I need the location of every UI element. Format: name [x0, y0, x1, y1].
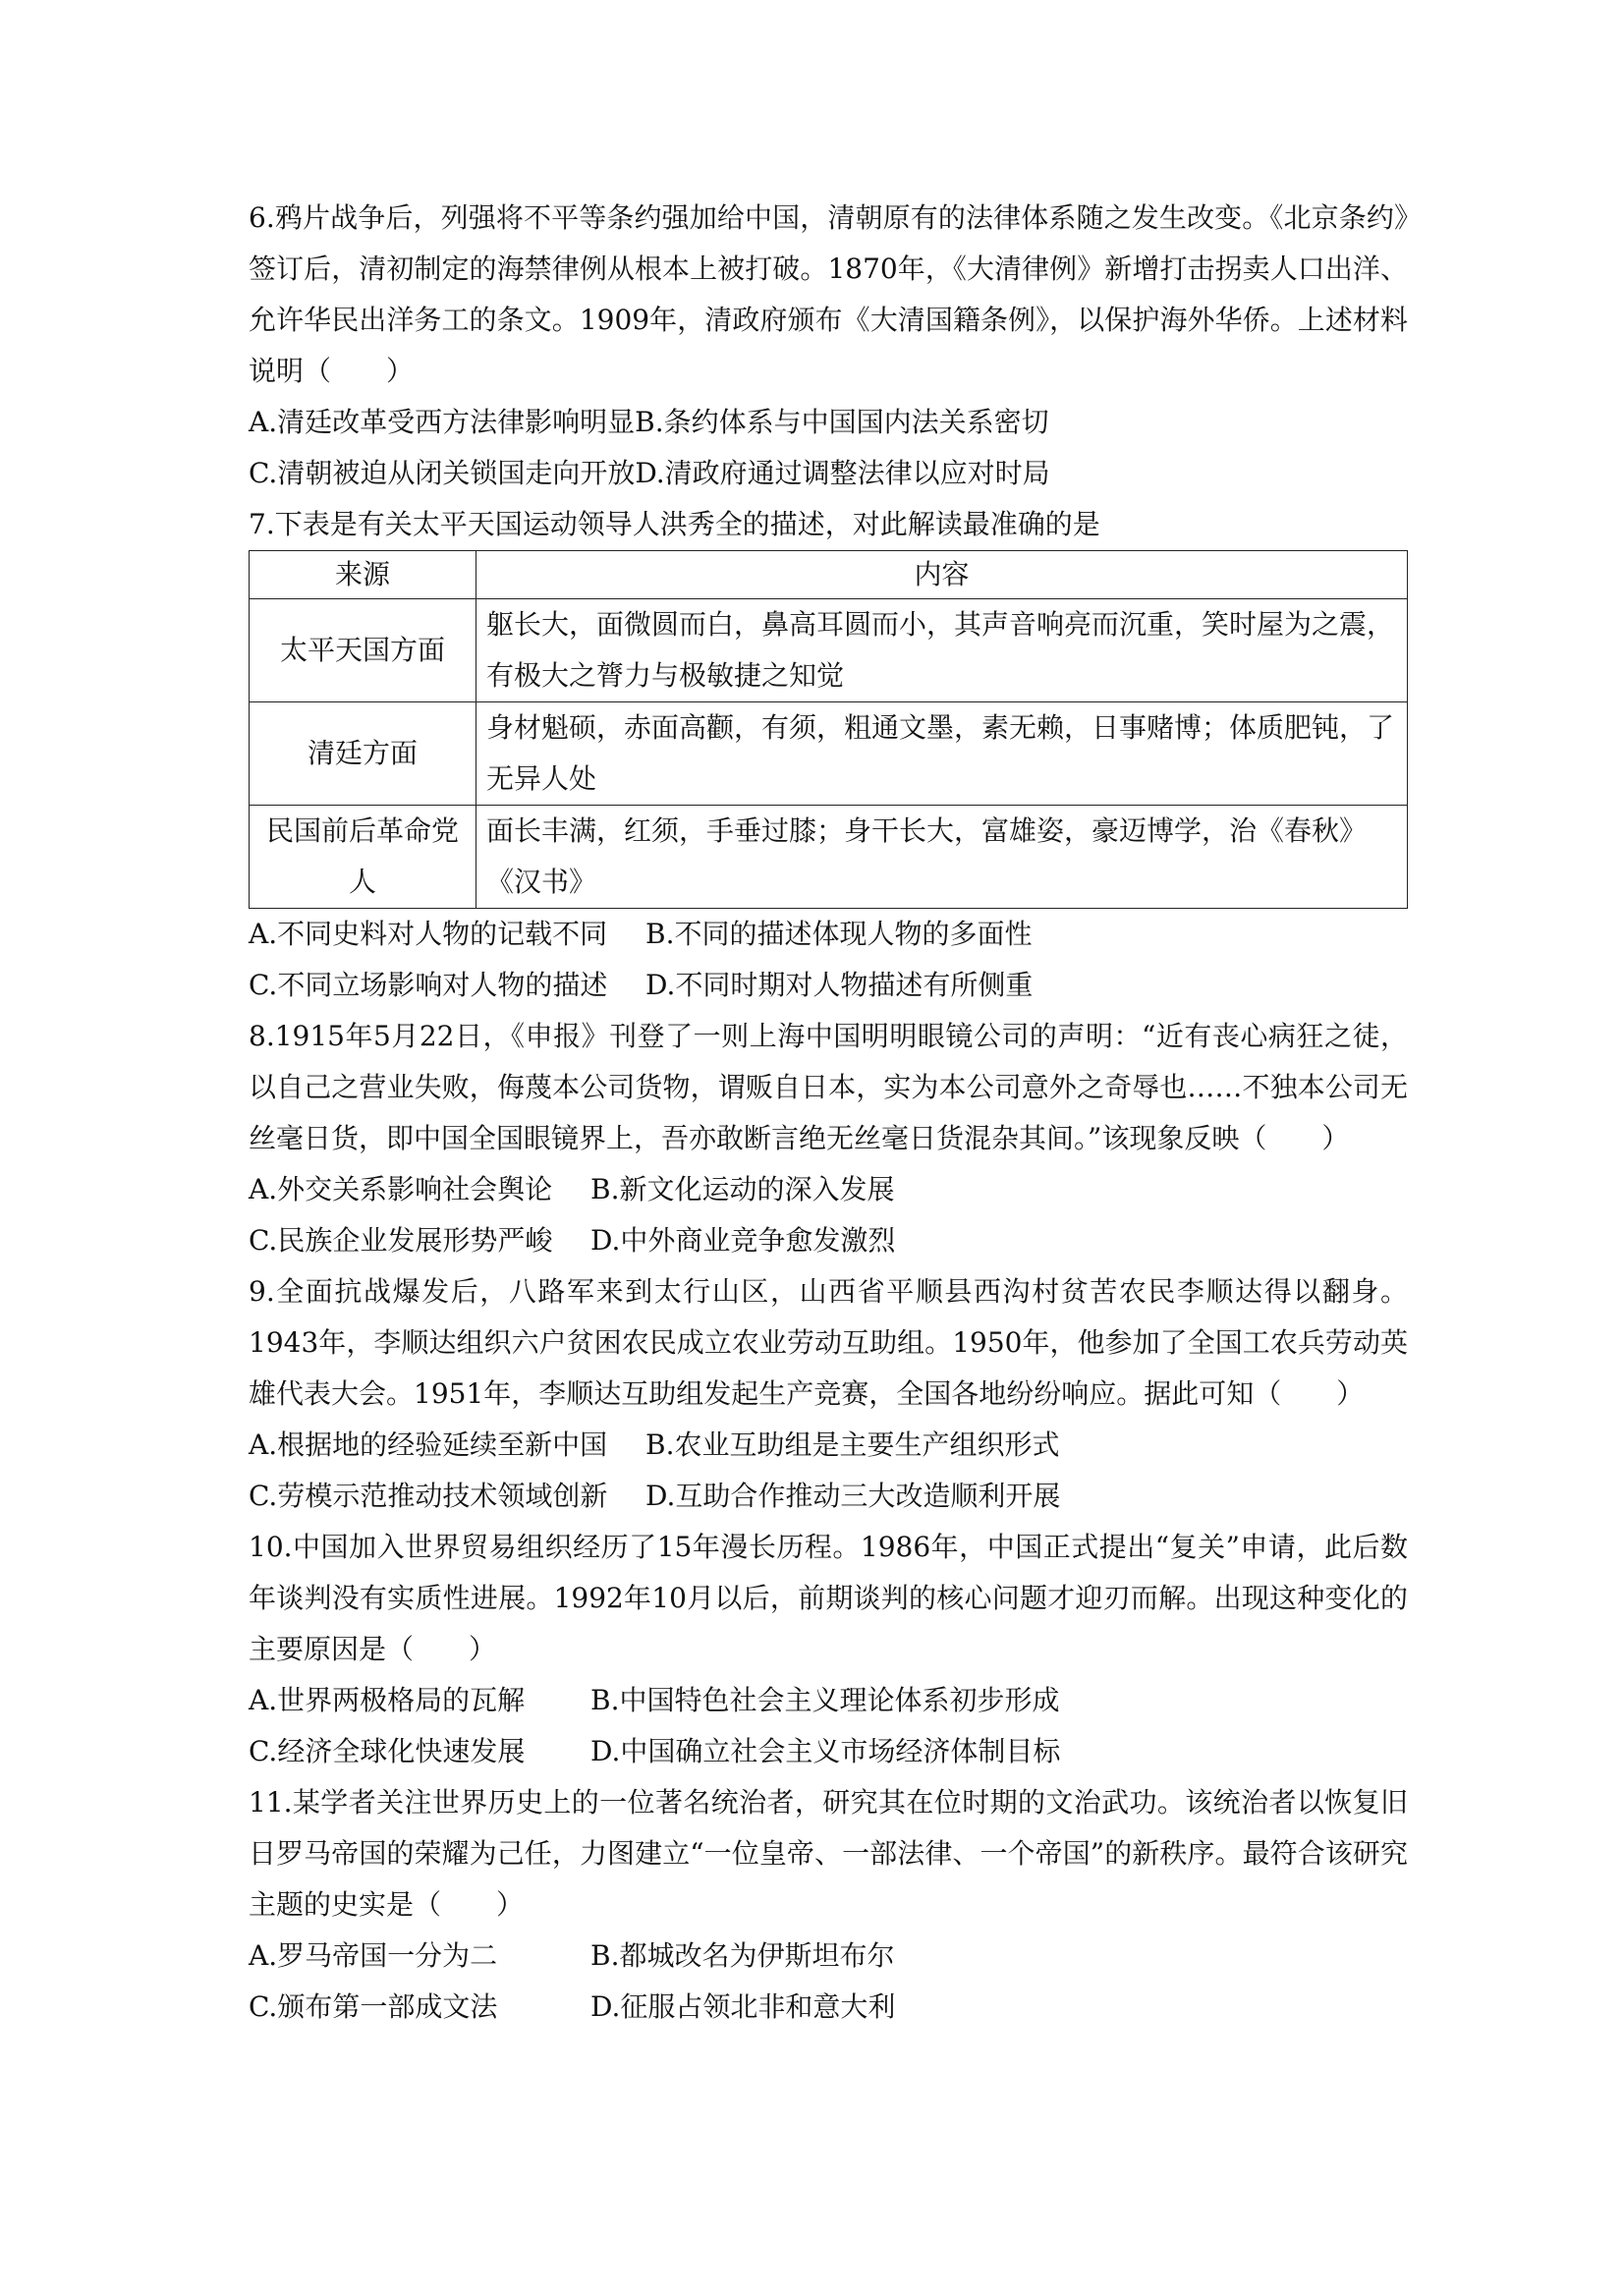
row-content: 面长丰满，红须，手垂过膝；身干长大，富雄姿，豪迈博学，治《春秋》《汉书》	[476, 806, 1408, 909]
table-row	[250, 702, 1408, 806]
question-10	[249, 1522, 1408, 1777]
option-9a[interactable]: A.根据地的经验延续至新中国	[249, 1428, 608, 1461]
option-7d[interactable]: D.不同时期对人物描述有所侧重	[645, 969, 1034, 1001]
row-content: 身材魁硕，赤面高颧，有须，粗通文墨，素无赖，日事赌博；体质肥钝，了无异人处	[476, 702, 1408, 806]
header-content: 内容	[476, 551, 1408, 599]
option-10b[interactable]: B.中国特色社会主义理论体系初步形成	[590, 1684, 1060, 1716]
question-9-options-cd	[249, 1471, 1408, 1522]
hong-xiuquan-table	[249, 550, 1408, 909]
table-row	[250, 806, 1408, 909]
question-9	[249, 1266, 1408, 1522]
option-9d[interactable]: D.互助合作推动三大改造顺利开展	[645, 1480, 1061, 1512]
question-6-stem: 6.鸦片战争后，列强将不平等条约强加给中国，清朝原有的法律体系随之发生改变。《北京条约》签订后，清初制定的海禁律例从根本上被打破。1870年，《大清律例》新增打击拐卖人口出洋、允许华民出洋务工的条文。1909年，清政府颁布《大清国籍条例》，以保护海外华侨。上述材料说明（ ）	[249, 201, 1408, 387]
question-8-stem: 8.1915年5月22日，《申报》刊登了一则上海中国明明眼镜公司的声明：“近有丧心病狂之徒，以自己之营业失败，侮蔑本公司货物，谓贩自日本，实为本公司意外之奇辱也……不独本公司无丝毫日货，即中国全国眼镜界上，吾亦敢断言绝无丝毫日货混杂其间。”该现象反映（ ）	[249, 1020, 1408, 1154]
option-8d[interactable]: D.中外商业竞争愈发激烈	[590, 1224, 896, 1257]
question-11	[249, 1777, 1408, 2033]
question-11-options-ab	[249, 1931, 1408, 1982]
option-11a[interactable]: A.罗马帝国一分为二	[249, 1939, 498, 1972]
header-source: 来源	[250, 551, 476, 599]
option-7b[interactable]: B.不同的描述体现人物的多面性	[645, 918, 1033, 950]
option-8c[interactable]: C.民族企业发展形势严峻	[249, 1224, 553, 1257]
option-6a[interactable]: A.清廷改革受西方法律影响明显	[249, 406, 636, 438]
option-11b[interactable]: B.都城改名为伊斯坦布尔	[590, 1939, 895, 1972]
question-6-options-ab	[249, 397, 1408, 448]
question-7-options-cd	[249, 960, 1408, 1011]
option-10c[interactable]: C.经济全球化快速发展	[249, 1735, 526, 1767]
question-9-stem: 9.全面抗战爆发后，八路军来到太行山区，山西省平顺县西沟村贫苦农民李顺达得以翻身。1943年，李顺达组织六户贫困农民成立农业劳动互助组。1950年，他参加了全国工农兵劳动英雄代表大会。1951年，李顺达互助组发起生产竞赛，全国各地纷纷响应。据此可知（ ）	[249, 1275, 1408, 1410]
table-header-row	[250, 551, 1408, 599]
option-8b[interactable]: B.新文化运动的深入发展	[590, 1173, 895, 1205]
question-10-options-ab	[249, 1675, 1408, 1726]
question-10-options-cd	[249, 1726, 1408, 1777]
option-7a[interactable]: A.不同史料对人物的记载不同	[249, 918, 608, 950]
question-8	[249, 1011, 1408, 1266]
question-11-stem: 11.某学者关注世界历史上的一位著名统治者，研究其在位时期的文治武功。该统治者以恢复旧日罗马帝国的荣耀为己任，力图建立“一位皇帝、一部法律、一个帝国”的新秩序。最符合该研究主题的史实是（ ）	[249, 1786, 1408, 1921]
option-10a[interactable]: A.世界两极格局的瓦解	[249, 1684, 526, 1716]
question-7	[249, 499, 1408, 1011]
option-6c[interactable]: C.清朝被迫从闭关锁国走向开放	[249, 457, 636, 489]
option-6b[interactable]: B.条约体系与中国国内法关系密切	[635, 406, 1049, 438]
option-9c[interactable]: C.劳模示范推动技术领域创新	[249, 1480, 608, 1512]
option-8a[interactable]: A.外交关系影响社会舆论	[249, 1173, 553, 1205]
option-11c[interactable]: C.颁布第一部成文法	[249, 1990, 498, 2023]
question-7-options-ab	[249, 909, 1408, 960]
exam-page	[249, 193, 1408, 2033]
row-content: 躯长大，面微圆而白，鼻高耳圆而小，其声音响亮而沉重，笑时屋为之震，有极大之膂力与极敏捷之知觉	[476, 599, 1408, 702]
option-9b[interactable]: B.农业互助组是主要生产组织形式	[645, 1428, 1060, 1461]
question-8-options-cd	[249, 1215, 1408, 1266]
question-10-stem: 10.中国加入世界贸易组织经历了15年漫长历程。1986年，中国正式提出“复关”申请，此后数年谈判没有实质性进展。1992年10月以后，前期谈判的核心问题才迎刃而解。出现这种变化的主要原因是（ ）	[249, 1531, 1408, 1665]
question-8-options-ab	[249, 1164, 1408, 1215]
question-6-options-cd	[249, 448, 1408, 499]
question-11-options-cd	[249, 1982, 1408, 2033]
question-7-stem: 7.下表是有关太平天国运动领导人洪秀全的描述，对此解读最准确的是	[249, 508, 1100, 540]
table-row	[250, 599, 1408, 702]
option-10d[interactable]: D.中国确立社会主义市场经济体制目标	[590, 1735, 1061, 1767]
option-6d[interactable]: D.清政府通过调整法律以应对时局	[635, 457, 1050, 489]
row-source: 清廷方面	[250, 702, 476, 806]
option-7c[interactable]: C.不同立场影响对人物的描述	[249, 969, 608, 1001]
option-11d[interactable]: D.征服占领北非和意大利	[590, 1990, 896, 2023]
row-source: 民国前后革命党人	[250, 806, 476, 909]
row-source: 太平天国方面	[250, 599, 476, 702]
question-6	[249, 193, 1408, 499]
question-9-options-ab	[249, 1420, 1408, 1471]
